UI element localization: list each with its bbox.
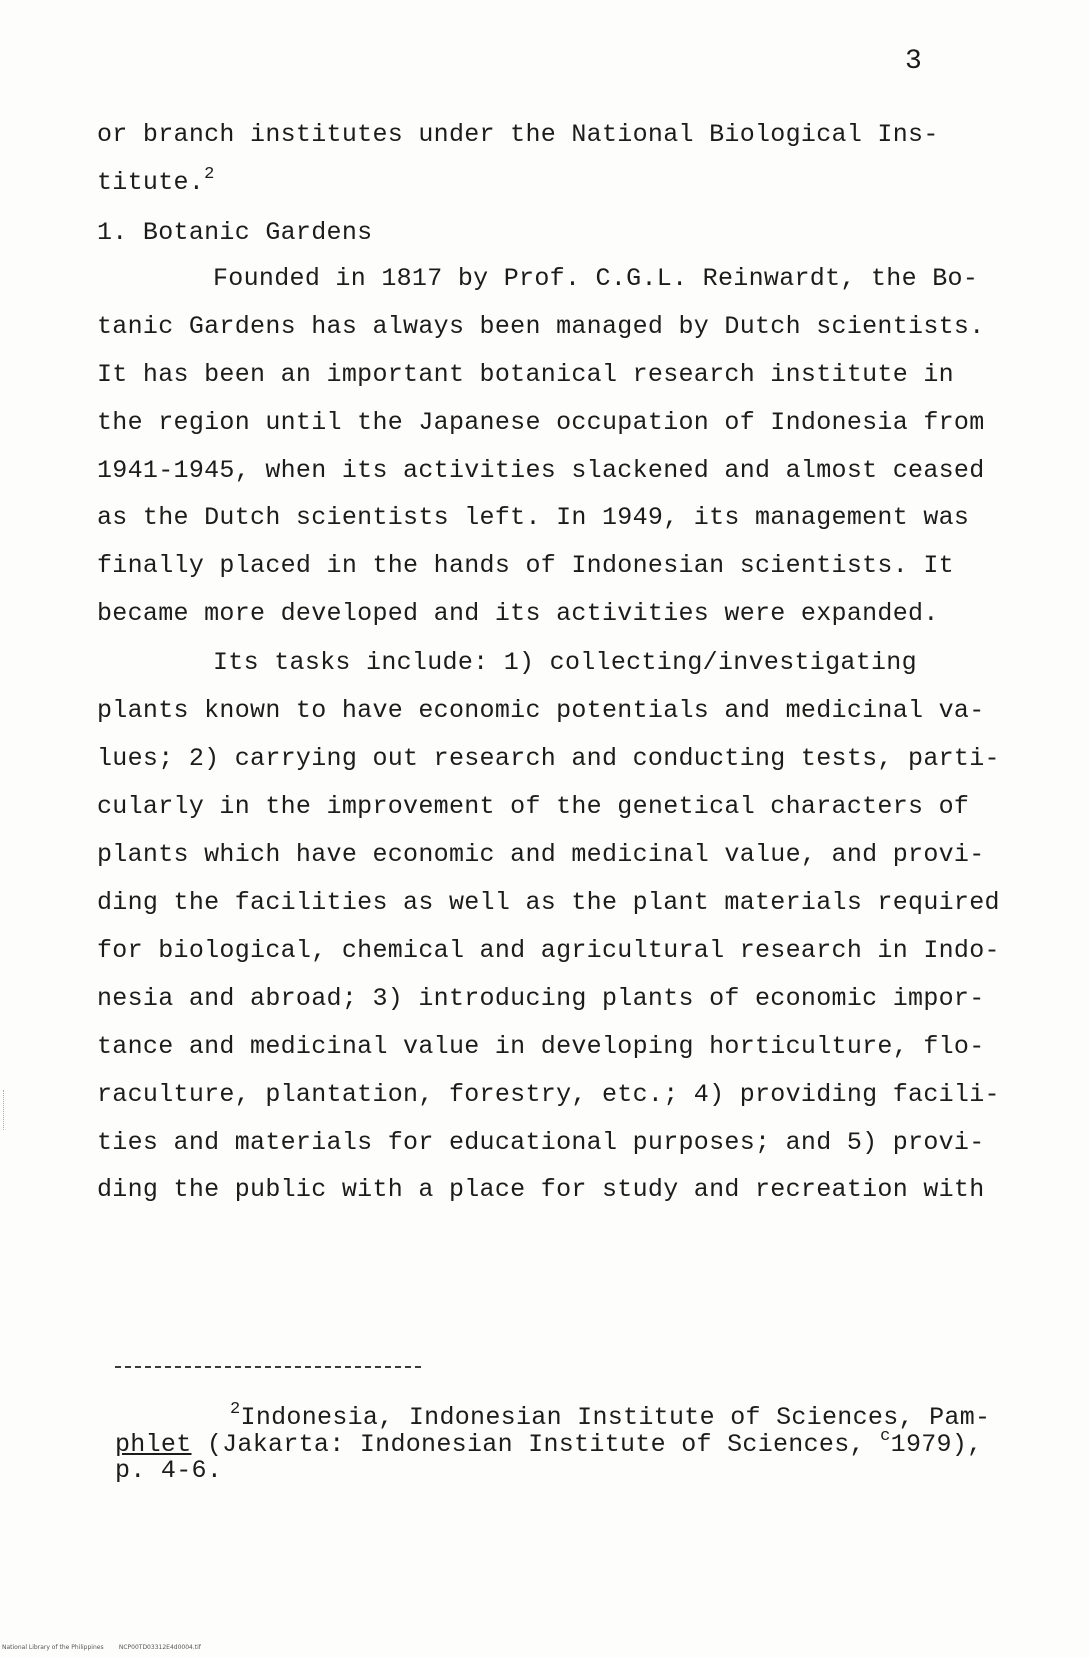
scan-imprint (2, 1644, 201, 1652)
footnote-title: phlet (115, 1430, 192, 1459)
paragraph-line: Founded in 1817 by Prof. C.G.L. Reinwardt, the Bo- (213, 264, 979, 293)
body-line-text: titute. (97, 168, 205, 197)
paragraph-line: plants which have economic and medicinal value, and provi- (97, 840, 985, 869)
paragraph-line: It has been an important botanical research institute in (97, 360, 954, 389)
footnote-line (115, 1427, 983, 1459)
footnote-text: Indonesia, Indonesian Institute of Sciences, Pam- (240, 1403, 991, 1432)
footnote-text: 1979), (890, 1430, 983, 1459)
paragraph-line: tance and medicinal value in developing horticulture, flo- (97, 1032, 985, 1061)
imprint-library: National Library of the Philippines (2, 1644, 104, 1651)
paragraph-line: 1941-1945, when its activities slackened and almost ceased (97, 456, 985, 485)
paragraph-line: the region until the Japanese occupation of Indonesia from (97, 408, 985, 437)
paragraph-line: plants known to have economic potentials and medicinal va- (97, 696, 985, 725)
body-line: or branch institutes under the National Biological Ins- (97, 120, 939, 149)
imprint-code: NCP00TD03312E4d0004.tif (118, 1644, 201, 1651)
paragraph-line: raculture, plantation, forestry, etc.; 4) providing facili- (97, 1080, 1000, 1109)
paragraph-line: ding the facilities as well as the plant materials required (97, 888, 1000, 917)
footnote-line: p. 4-6. (115, 1456, 223, 1485)
paragraph-line: ding the public with a place for study and recreation with (97, 1175, 985, 1204)
footnote-text: (Jakarta: Indonesian Institute of Sciences, (191, 1430, 881, 1459)
page-number: 3 (905, 46, 922, 77)
footnote-marker: 2 (230, 1400, 241, 1419)
circa-marker: c (880, 1427, 891, 1446)
paragraph-line: for biological, chemical and agricultural research in Indo- (97, 936, 1000, 965)
section-heading: 1. Botanic Gardens (97, 218, 373, 247)
scan-edge-mark (3, 1090, 10, 1130)
body-line (97, 165, 215, 198)
paragraph-line: ties and materials for educational purposes; and 5) provi- (97, 1128, 985, 1157)
paragraph-line: lues; 2) carrying out research and conducting tests, parti- (97, 744, 1000, 773)
footnote-divider (115, 1366, 421, 1368)
paragraph-line: finally placed in the hands of Indonesian scientists. It (97, 551, 954, 580)
paragraph-line: Its tasks include: 1) collecting/investigating (213, 648, 917, 677)
paragraph-line: as the Dutch scientists left. In 1949, its management was (97, 503, 970, 532)
footnote-line (230, 1400, 991, 1432)
paragraph-line: cularly in the improvement of the genetical characters of (97, 792, 970, 821)
paragraph-line: nesia and abroad; 3) introducing plants of economic impor- (97, 984, 985, 1013)
paragraph-line: tanic Gardens has always been managed by Dutch scientists. (97, 312, 985, 341)
paragraph-line: became more developed and its activities were expanded. (97, 599, 939, 628)
footnote-reference: 2 (204, 165, 215, 184)
